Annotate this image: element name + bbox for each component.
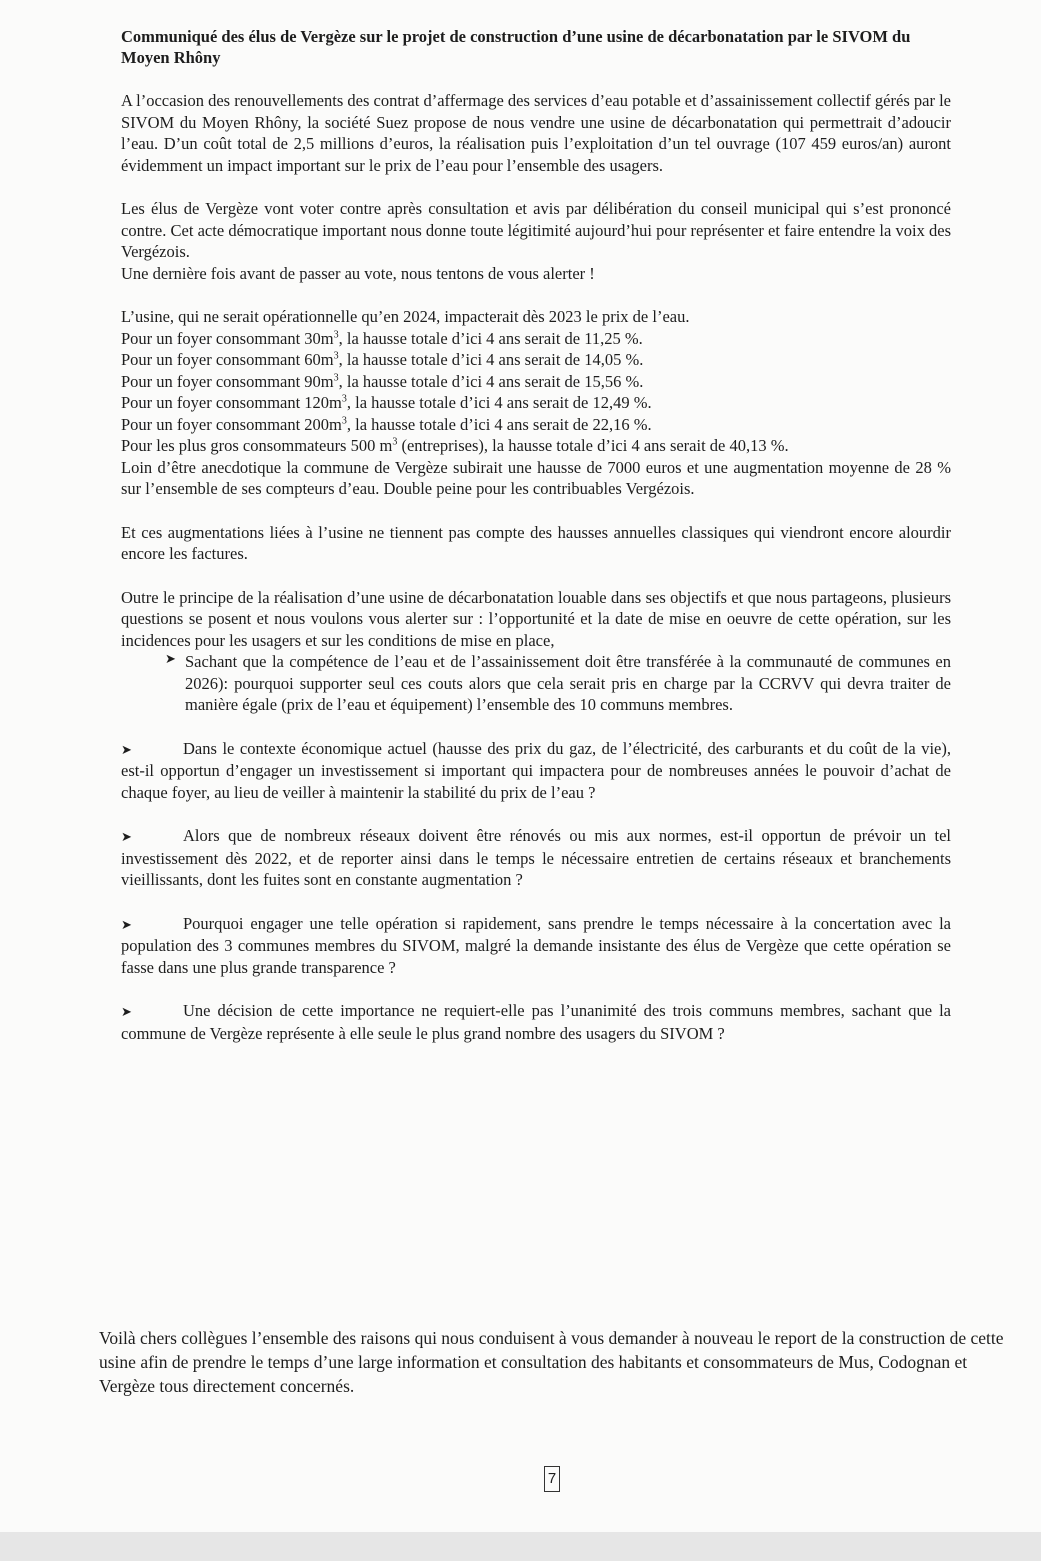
paragraph-impact-intro: L’usine, qui ne serait opérationnelle qu’en 2024, impacterait dès 2023 le prix de l’eau. xyxy=(121,307,690,326)
paragraph-questions: Outre le principe de la réalisation d’une usine de décarbonatation louable dans ses objectifs et que nous partageons, plusieurs questions se posent et nous voulons vous alerter sur : l’opportunité et la date de mise en oeuvre de cette opération, sur les incidences pour les usagers et sur les conditions de mise en place, xyxy=(121,587,951,650)
consumption-line: Pour un foyer consommant $60m^3$, la hausse totale d’ici 4 ans serait de 14,05 %. xyxy=(121,350,644,369)
bullet-unanimity: ➤ Une décision de cette importance ne requiert-elle pas l’unanimité des trois communs membres, sachant que la commune de Vergèze représente à elle seule le plus grand nombre des usagers du SIVOM ? xyxy=(121,1001,951,1043)
document-body xyxy=(121,26,951,1044)
arrow-bullet-icon: ➤ xyxy=(121,741,132,757)
consumption-line: Pour un foyer consommant $200m^3$, la hausse totale d’ici 4 ans serait de 22,16 %. xyxy=(121,414,652,434)
page-number: 7 xyxy=(544,1466,560,1492)
arrow-bullet-icon: ➤ xyxy=(121,916,132,932)
paragraph-intro: A l’occasion des renouvellements des contrat d’affermage des services d’eau potable et d’assainissement collectif gérés par le SIVOM du Moyen Rhôny, la société Suez propose de nous vendre une usine de décarbonatation qui permettrait d’adoucir l’eau. D’un coût total de 2,5 millions d’euros, la réalisation puis l’exploitation d’un tel ouvrage (107 459 euros/an) auront évidemment un impact important sur le prix de l’eau pour l’ensemble des usagers. xyxy=(121,91,951,175)
bullet-networks: ➤ Alors que de nombreux réseaux doivent être rénovés ou mis aux normes, est-il opportun de prévoir un tel investissement dès 2022, et de reporter ainsi dans le temps le nécessaire entretien de certains réseaux et branchements vieillissants, dont les fuites sont en constante augmentation ? xyxy=(121,826,951,889)
bullet-economic-context: ➤ Dans le contexte économique actuel (hausse des prix du gaz, de l’électricité, des carburants et du coût de la vie), est-il opportun d’engager un investissement si important qui impactera pour de nombreuses années le pouvoir d’achat de chaque foyer, au lieu de veiller à maintenir la stabilité du prix de l’eau ? xyxy=(121,738,951,802)
closing-paragraph: Voilà chers collègues l’ensemble des raisons qui nous conduisent à vous demander à nouveau le report de la construction de cette usine afin de prendre le temps d’une large information et consultation des habitants et consommateurs de Mus, Codognan et Vergèze tous directement concernés. xyxy=(99,1328,1004,1396)
consumption-line: Pour les plus gros consommateurs 500 $m^3$ (entreprises), la hausse totale d’ici 4 ans serait de 40,13 %. xyxy=(121,436,789,455)
consumption-list xyxy=(121,328,951,457)
bullet-concertation: ➤ Pourquoi engager une telle opération si rapidement, sans prendre le temps nécessaire à la concertation avec la population des 3 communes membres du SIVOM, malgré la demande insistante des élus de Vergèze que cette opération se fasse dans une plus grande transparence ? xyxy=(121,913,951,977)
bullet-transfer xyxy=(121,651,951,716)
paragraph-annual-increase: Et ces augmentations liées à l’usine ne tiennent pas compte des hausses annuelles classiques qui viendront encore alourdir encore les factures. xyxy=(121,522,951,563)
consumption-line: Pour un foyer consommant $30m^3$, la hausse totale d’ici 4 ans serait de 11,25 %. xyxy=(121,328,643,348)
paragraph-commune-impact: Loin d’être anecdotique la commune de Vergèze subirait une hausse de 7000 euros et une augmentation moyenne de 28 % sur l’ensemble de ses compteurs d’eau. Double peine pour les contribuables Vergézois. xyxy=(121,457,951,498)
arrow-bullet-icon: ➤ xyxy=(165,651,176,666)
paragraph-vote: Les élus de Vergèze vont voter contre après consultation et avis par délibération du conseil municipal qui s’est prononcé contre. Cet acte démocratique important nous donne toute légitimité aujourd’hui pour représenter et faire entendre la voix des Vergézois. xyxy=(121,199,951,261)
consumption-line: Pour un foyer consommant $120m^3$, la hausse totale d’ici 4 ans serait de 12,49 %. xyxy=(121,393,652,412)
consumption-line: Pour un foyer consommant $90m^3$, la hausse totale d’ici 4 ans serait de 15,56 %. xyxy=(121,371,644,391)
bullet-text: Sachant que la compétence de l’eau et de l’assainissement doit être transférée à la communauté de communes en 2026): pourquoi supporter seul ces couts alors que cela serait pris en charge par la CCRVV qui devra traiter de manière égale (prix de l’eau et équipement) l’ensemble des 10 communs membres. xyxy=(185,652,951,714)
arrow-bullet-icon: ➤ xyxy=(121,1004,132,1019)
paragraph-alert: Une dernière fois avant de passer au vote, nous tentons de vous alerter ! xyxy=(121,263,595,283)
document-title: Communiqué des élus de Vergèze sur le projet de construction d’une usine de décarbonatation par le SIVOM du Moyen Rhôny xyxy=(121,27,911,67)
arrow-bullet-icon: ➤ xyxy=(121,829,132,844)
